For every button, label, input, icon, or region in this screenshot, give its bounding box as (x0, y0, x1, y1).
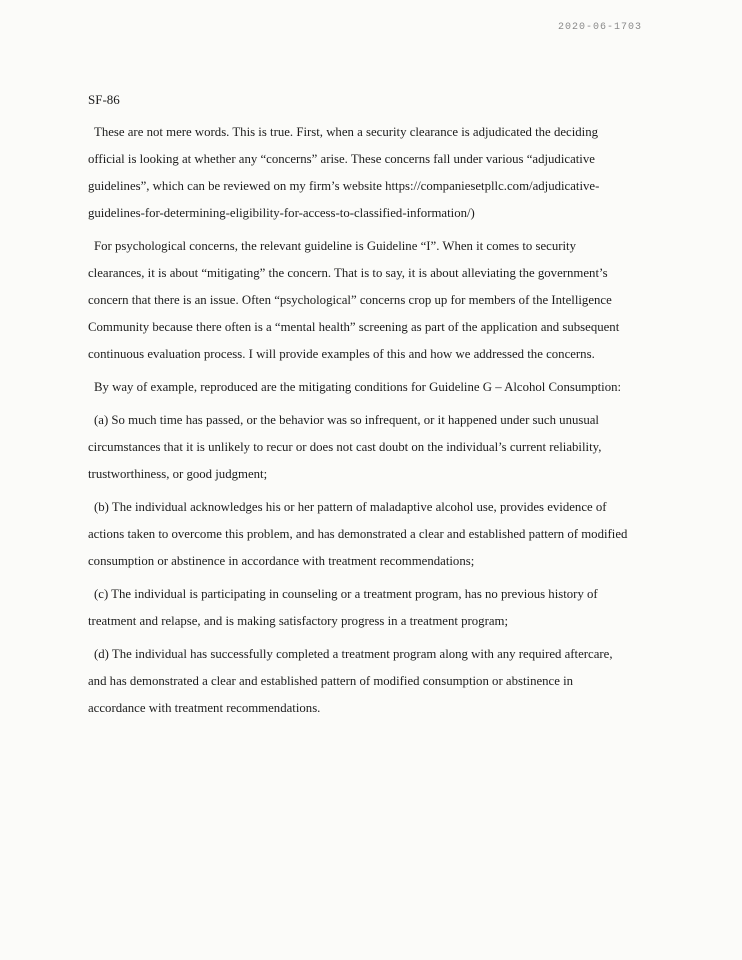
paragraph-example-intro: By way of example, reproduced are the mitigating conditions for Guideline G – Alcohol Consumption: (94, 380, 622, 394)
paragraph-concerns: These are not mere words. This is true. First, when a security clearance is adjudicated the deciding official is looking at whether any “concerns” arise. These concerns fall under various “adjudicative guidelines”, which can be reviewed on my firm’s website https://companiesetpllc.com/adjudicative-guidelines-for-determining-eligibility-for-access-to-classified-information/) (88, 125, 600, 220)
page-stamp: 2020-06-1703 (557, 22, 642, 33)
document-body (88, 119, 628, 728)
condition-c: (c) The individual is participating in counseling or a treatment program, has no previous history of treatment and relapse, and is making satisfactory progress in a treatment program; (88, 587, 598, 628)
condition-a: (a) So much time has passed, or the behavior was so infrequent, or it happened under such unusual circumstances that it is unlikely to recur or does not cast doubt on the individual’s current reliability, trustworthiness, or good judgment; (88, 413, 602, 481)
document-heading: SF-86 (88, 92, 120, 107)
condition-d: (d) The individual has successfully completed a treatment program along with any required aftercare, and has demonstrated a clear and established pattern of modified consumption or abstinence in accordance with treatment recommendations. (88, 647, 613, 715)
paragraph-psychological: For psychological concerns, the relevant guideline is Guideline “I”. When it comes to security clearances, it is about “mitigating” the concern. That is to say, it is about alleviating the government’s concern that there is an issue. Often “psychological” concerns crop up for members of the Intelligence Community because there often is a “mental health” screening as part of the application and subsequent continuous evaluation process. I will provide examples of this and how we addressed the concerns. (88, 239, 620, 361)
condition-b: (b) The individual acknowledges his or her pattern of maladaptive alcohol use, provides evidence of actions taken to overcome this problem, and has demonstrated a clear and established pattern of modified consumption or abstinence in accordance with treatment recommendations; (88, 500, 628, 568)
